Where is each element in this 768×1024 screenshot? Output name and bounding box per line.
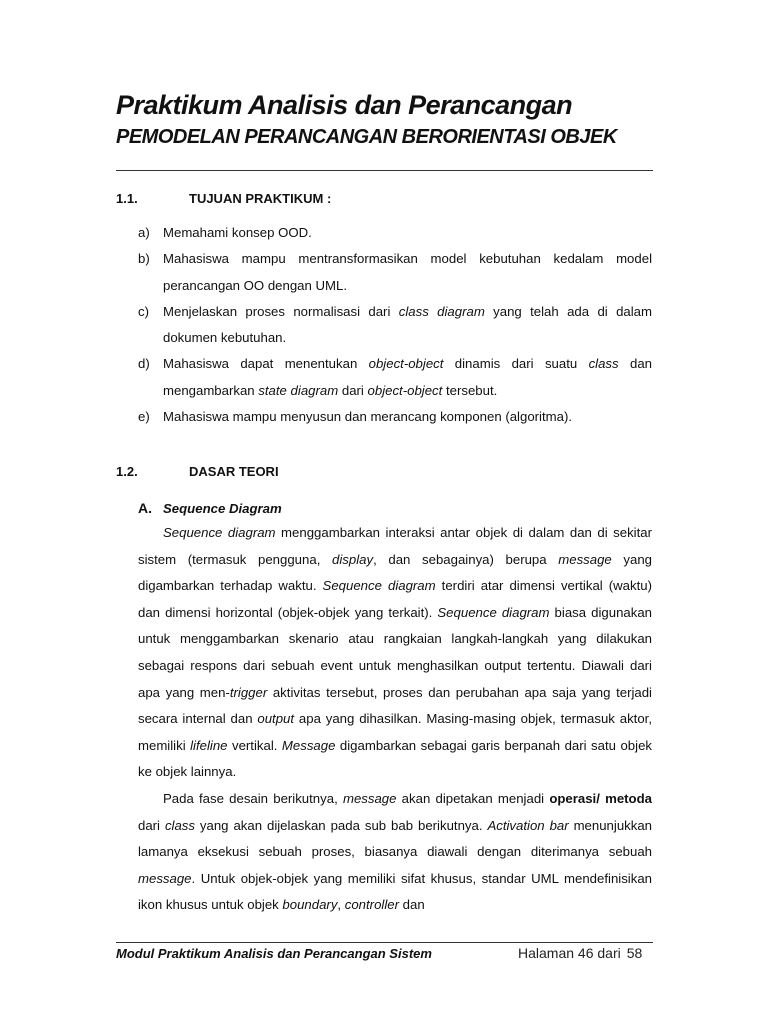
text-segment: output xyxy=(257,711,295,727)
section-heading-tujuan xyxy=(116,190,331,208)
footer-page-info xyxy=(518,945,642,961)
objective-item xyxy=(138,220,652,246)
body-paragraph xyxy=(138,520,652,786)
objective-item xyxy=(138,246,652,299)
text-segment: class xyxy=(164,817,195,833)
body-paragraph xyxy=(138,786,652,919)
text-segment: message xyxy=(138,870,192,886)
text-segment: terdiri atar dimensi vertikal (waktu) dan dimensi horizontal (objek-objek yang terkait). xyxy=(138,578,652,620)
section-number: 1.2. xyxy=(116,464,138,479)
text-segment: dinamis dari suatu xyxy=(443,356,589,372)
text-segment: Sequence diagram xyxy=(437,604,550,620)
subsection-letter: A. xyxy=(138,500,152,516)
section-title: TUJUAN PRAKTIKUM : xyxy=(189,191,332,206)
page-label: Halaman 46 dari xyxy=(518,945,621,961)
objective-label: e) xyxy=(138,409,150,425)
objectives-list xyxy=(138,220,652,430)
text-segment: menunjukkan lamanya eksekusi sebuah proses, biasanya diawali dengan diterimanya sebuah xyxy=(138,817,653,860)
text-segment: boundary xyxy=(282,897,338,913)
text-segment: state diagram xyxy=(258,382,339,398)
text-segment: object-object xyxy=(368,356,444,372)
text-segment: tersebut. xyxy=(442,382,498,398)
text-segment: Memahami konsep OOD. xyxy=(163,225,312,240)
objective-item xyxy=(138,351,652,404)
body-text xyxy=(138,520,652,919)
page-subtitle: PEMODELAN PERANCANGAN BERORIENTASI OBJEK xyxy=(116,126,617,148)
text-segment: akan dipetakan menjadi xyxy=(396,790,550,806)
text-segment: trigger xyxy=(229,684,268,700)
text-segment: yang digambarkan terhadap waktu. xyxy=(138,551,653,594)
page-title: Praktikum Analisis dan Perancangan xyxy=(116,90,573,120)
objective-label: c) xyxy=(138,303,149,319)
section-heading-dasar-teori xyxy=(116,463,279,481)
text-segment: object-object xyxy=(367,382,443,398)
section-number: 1.1. xyxy=(116,191,138,206)
text-segment: class xyxy=(588,356,619,372)
subsection-heading xyxy=(138,498,282,519)
text-segment: . Untuk objek-objek yang memiliki sifat khusus, standar UML mendefinisikan ikon khusus untuk objek xyxy=(138,870,652,913)
text-segment: yang akan dijelaskan pada sub bab berikutnya. xyxy=(194,817,488,833)
text-segment: digambarkan sebagai garis berpanah dari satu objek ke objek lainnya. xyxy=(138,737,652,780)
text-segment: Menjelaskan proses normalisasi dari xyxy=(163,303,399,319)
text-segment: dari xyxy=(338,382,368,398)
text-segment: display xyxy=(332,551,374,567)
text-segment: message xyxy=(342,790,397,806)
text-segment: , dan sebagainya) berupa xyxy=(373,551,559,567)
objective-item xyxy=(138,404,652,430)
objective-label: b) xyxy=(138,251,150,267)
objective-item xyxy=(138,299,652,352)
text-segment: Activation bar xyxy=(487,817,569,833)
total-pages: 58 xyxy=(626,945,643,961)
subsection-title: Sequence Diagram xyxy=(163,501,282,516)
text-segment: message xyxy=(558,551,612,567)
title-divider xyxy=(116,170,653,171)
text-segment: dari xyxy=(138,817,165,833)
text-segment: yang telah ada di dalam dokumen kebutuhan. xyxy=(163,303,652,346)
text-segment: lifeline xyxy=(190,737,228,753)
text-segment: aktivitas tersebut, proses dan perubahan apa saja yang terjadi secara internal dan xyxy=(138,684,652,727)
section-title: DASAR TEORI xyxy=(189,464,279,479)
text-segment: menggambarkan interaksi antar objek di dalam dan di sekitar sistem (termasuk pengguna, xyxy=(138,525,653,567)
text-segment: Mahasiswa mampu menyusun dan merancang komponen (algoritma). xyxy=(163,409,573,425)
text-segment: operasi/ metoda xyxy=(549,790,652,806)
text-segment: Message xyxy=(281,737,336,753)
objective-label: d) xyxy=(138,356,150,372)
text-segment: biasa digunakan untuk menggambarkan skenario atau rangkaian langkah-langkah yang dilakukan sebagai respons dari sebuah event untuk menghasilkan output tertentu. Diawali dari apa yang men- xyxy=(138,604,653,700)
text-segment: Pada fase desain berikutnya, xyxy=(163,790,343,806)
text-segment: , xyxy=(337,897,345,913)
text-segment: dan mengambarkan xyxy=(163,356,652,398)
text-segment: Sequence diagram xyxy=(322,578,436,594)
text-segment: class diagram xyxy=(398,303,485,319)
objective-label: a) xyxy=(138,225,150,240)
footer-divider xyxy=(116,942,653,943)
text-segment: Mahasiswa mampu mentransformasikan model kebutuhan kedalam model perancangan OO dengan UML. xyxy=(163,251,652,293)
text-segment: Sequence diagram xyxy=(163,525,276,540)
text-segment: Mahasiswa dapat menentukan xyxy=(163,356,369,372)
text-segment: dan xyxy=(399,897,425,913)
footer-module-title: Modul Praktikum Analisis dan Perancangan Sistem xyxy=(116,946,432,961)
text-segment: apa yang dihasilkan. Masing-masing objek, termasuk aktor, memiliki xyxy=(138,711,652,753)
text-segment: controller xyxy=(344,897,399,913)
text-segment: vertikal. xyxy=(227,737,282,753)
